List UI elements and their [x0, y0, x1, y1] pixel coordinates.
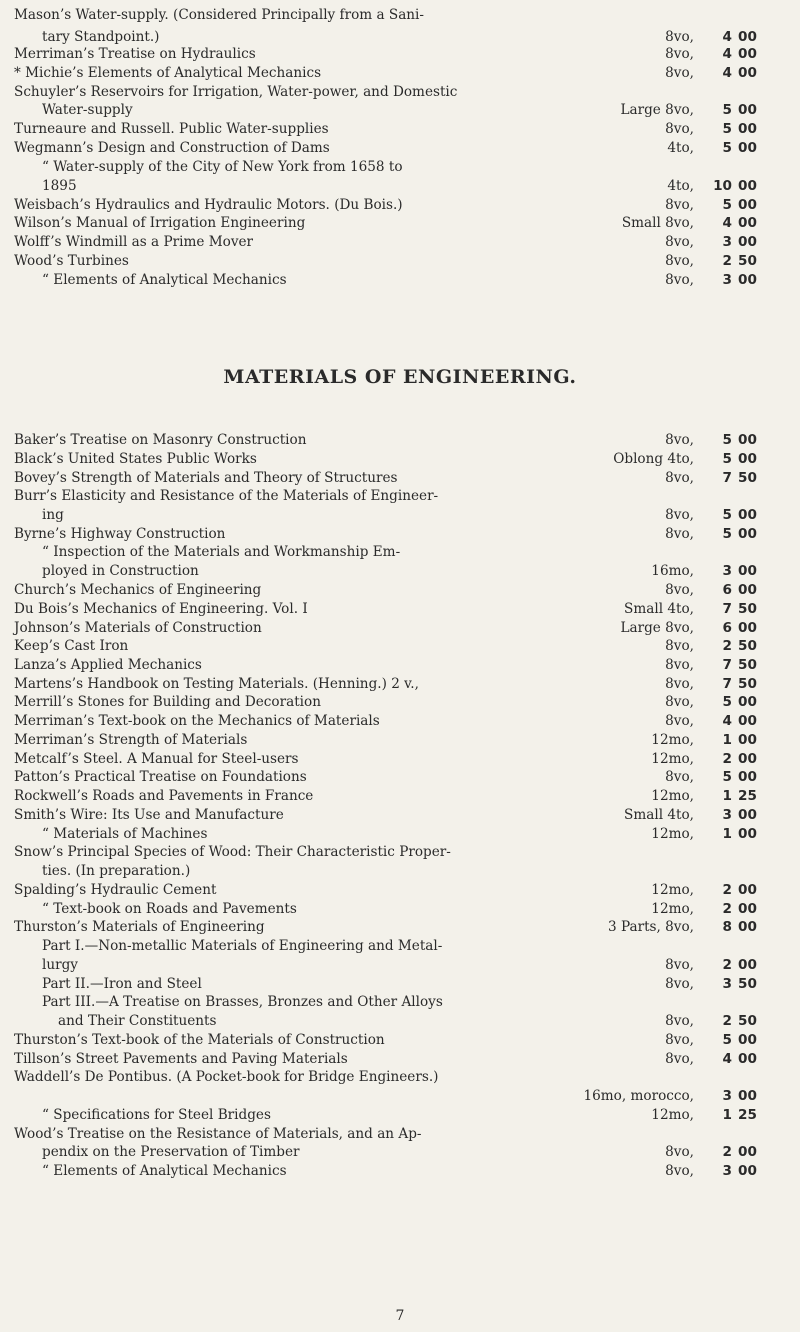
- book-entry: [14, 525, 798, 544]
- entry-title: ing: [42, 507, 64, 523]
- price-dollars: 3: [722, 272, 732, 288]
- entry-title: Weisbach’s Hydraulics and Hydraulic Motors. (Du Bois.): [14, 197, 403, 213]
- entry-title: Wood’s Turbines: [14, 253, 129, 269]
- book-entry: [14, 101, 798, 120]
- book-entry: [14, 83, 798, 102]
- entry-format: 8vo,: [665, 713, 694, 729]
- entry-price: [708, 120, 798, 139]
- price-dollars: 4: [722, 215, 732, 231]
- book-entry: [14, 450, 798, 469]
- entry-format: 3 Parts, 8vo,: [607, 919, 694, 935]
- entry-title: “ Inspection of the Materials and Workmanship Em-: [42, 544, 401, 560]
- price-cents: 00: [738, 919, 757, 935]
- price-cents: 50: [738, 657, 757, 673]
- book-entry: [14, 120, 798, 139]
- entry-price: [708, 1031, 798, 1050]
- price-cents: 00: [738, 121, 757, 137]
- price-cents: 00: [738, 1051, 757, 1067]
- book-entry: [14, 1031, 798, 1050]
- price-cents: 00: [738, 882, 757, 898]
- entry-format: Small 4to,: [624, 807, 694, 823]
- entry-format: 8vo,: [665, 957, 694, 973]
- entry-price: [708, 252, 798, 271]
- entry-title: Thurston’s Materials of Engineering: [14, 919, 265, 935]
- price-dollars: 2: [722, 253, 732, 269]
- price-dollars: 7: [722, 657, 732, 673]
- price-cents: 00: [738, 65, 757, 81]
- book-entry: [14, 862, 798, 881]
- entry-price: [708, 214, 798, 233]
- entry-price: [708, 1143, 798, 1162]
- entry-title: Snow’s Principal Species of Wood: Their Characteristic Proper-: [14, 844, 451, 860]
- entry-price: [708, 45, 798, 64]
- book-entry: [14, 177, 798, 196]
- price-dollars: 1: [722, 788, 732, 804]
- entry-title: “ Materials of Machines: [42, 826, 208, 842]
- price-dollars: 5: [722, 1032, 732, 1048]
- entry-format: 16mo, morocco,: [583, 1088, 694, 1104]
- book-entry: [14, 693, 798, 712]
- price-cents: 00: [738, 1163, 757, 1179]
- entry-format: 8vo,: [665, 694, 694, 710]
- entry-price: [708, 233, 798, 252]
- entry-price: [708, 431, 798, 450]
- price-dollars: 2: [722, 638, 732, 654]
- book-entry: [14, 1087, 798, 1106]
- book-entry: [14, 469, 798, 488]
- entry-format: 12mo,: [651, 732, 694, 748]
- entry-title: Merrill’s Stones for Building and Decoration: [14, 694, 321, 710]
- entry-format: 8vo,: [665, 1051, 694, 1067]
- price-cents: 00: [738, 769, 757, 785]
- price-dollars: 3: [722, 1163, 732, 1179]
- book-entry: [14, 487, 798, 506]
- book-entry: [14, 1143, 798, 1162]
- price-dollars: 8: [722, 919, 732, 935]
- book-entry: [14, 675, 798, 694]
- entry-price: [708, 693, 798, 712]
- book-entry: [14, 581, 798, 600]
- price-dollars: 5: [722, 694, 732, 710]
- price-cents: 50: [738, 676, 757, 692]
- book-entry: [14, 750, 798, 769]
- price-dollars: 3: [722, 1088, 732, 1104]
- price-cents: 25: [738, 788, 757, 804]
- entry-price: [708, 881, 798, 900]
- price-dollars: 4: [722, 46, 732, 62]
- price-cents: 00: [738, 582, 757, 598]
- entry-price: [708, 581, 798, 600]
- book-entry: [14, 233, 798, 252]
- entry-format: 8vo,: [665, 582, 694, 598]
- entry-format: 8vo,: [665, 121, 694, 137]
- entry-price: [708, 975, 798, 994]
- book-entry: [14, 252, 798, 271]
- price-dollars: 4: [722, 65, 732, 81]
- entry-format: 8vo,: [665, 234, 694, 250]
- entry-title: tary Standpoint.): [42, 29, 160, 45]
- entry-price: [708, 525, 798, 544]
- entry-title: Johnson’s Materials of Construction: [14, 620, 262, 636]
- entry-title: 1895: [42, 178, 77, 194]
- price-cents: 00: [738, 1144, 757, 1160]
- entry-price: [708, 675, 798, 694]
- book-entry: [14, 637, 798, 656]
- book-entry: [14, 825, 798, 844]
- entry-price: [708, 918, 798, 937]
- price-cents: 00: [738, 178, 757, 194]
- entry-price: [708, 177, 798, 196]
- price-dollars: 4: [722, 29, 732, 45]
- price-dollars: 2: [722, 751, 732, 767]
- entry-title: “ Specifications for Steel Bridges: [42, 1107, 271, 1123]
- entry-price: [708, 1050, 798, 1069]
- price-dollars: 5: [722, 121, 732, 137]
- entry-price: [708, 450, 798, 469]
- book-entry: [14, 158, 798, 177]
- price-cents: 00: [738, 713, 757, 729]
- entry-format: 8vo,: [665, 197, 694, 213]
- entry-price: [708, 64, 798, 83]
- price-dollars: 5: [722, 140, 732, 156]
- entry-title: and Their Constituents: [58, 1013, 217, 1029]
- entry-title: Rockwell’s Roads and Pavements in France: [14, 788, 314, 804]
- price-dollars: 5: [722, 197, 732, 213]
- price-cents: 00: [738, 732, 757, 748]
- price-cents: 50: [738, 470, 757, 486]
- entry-price: [708, 101, 798, 120]
- entry-title: Du Bois’s Mechanics of Engineering. Vol. I: [14, 601, 308, 617]
- price-dollars: 5: [722, 769, 732, 785]
- entry-title: Tillson’s Street Pavements and Paving Materials: [14, 1051, 348, 1067]
- entry-title: Schuyler’s Reservoirs for Irrigation, Water-power, and Domestic: [14, 84, 458, 100]
- entry-price: [708, 1106, 798, 1125]
- entry-format: 12mo,: [651, 882, 694, 898]
- price-dollars: 2: [722, 957, 732, 973]
- book-entry: [14, 1068, 798, 1087]
- price-cents: 00: [738, 432, 757, 448]
- entry-format: 8vo,: [665, 29, 694, 45]
- price-cents: 00: [738, 102, 757, 118]
- entry-format: 8vo,: [665, 253, 694, 269]
- book-entry: [14, 806, 798, 825]
- entry-title: Byrne’s Highway Construction: [14, 526, 226, 542]
- entry-title: Mason’s Water-supply. (Considered Principally from a Sani-: [14, 7, 425, 23]
- entry-format: 16mo,: [651, 563, 694, 579]
- entry-format: 8vo,: [665, 1163, 694, 1179]
- price-dollars: 3: [722, 234, 732, 250]
- entry-title: Bovey’s Strength of Materials and Theory of Structures: [14, 470, 398, 486]
- entry-title: pendix on the Preservation of Timber: [42, 1144, 300, 1160]
- entry-price: [708, 562, 798, 581]
- entry-price: [708, 506, 798, 525]
- entry-title: Waddell’s De Pontibus. (A Pocket-book for Bridge Engineers.): [14, 1069, 439, 1085]
- book-entry: [14, 1012, 798, 1031]
- price-dollars: 3: [722, 976, 732, 992]
- price-cents: 00: [738, 694, 757, 710]
- entry-title: Merriman’s Treatise on Hydraulics: [14, 46, 256, 62]
- entry-title: Martens’s Handbook on Testing Materials. (Henning.) 2 v.,: [14, 676, 419, 692]
- entry-title: Water-supply: [42, 102, 133, 118]
- price-dollars: 4: [722, 713, 732, 729]
- price-dollars: 3: [722, 807, 732, 823]
- book-entry: [14, 1162, 798, 1181]
- entry-title: Spalding’s Hydraulic Cement: [14, 882, 217, 898]
- entry-title: “ Water-supply of the City of New York from 1658 to: [42, 159, 403, 175]
- book-entry: [14, 918, 798, 937]
- entry-price: [708, 825, 798, 844]
- entry-format: 8vo,: [665, 470, 694, 486]
- entry-title: Part II.—Iron and Steel: [42, 976, 202, 992]
- entry-format: 12mo,: [651, 826, 694, 842]
- book-entry: [14, 993, 798, 1012]
- price-cents: 00: [738, 1088, 757, 1104]
- entry-format: 4to,: [667, 140, 694, 156]
- entry-title: Patton’s Practical Treatise on Foundations: [14, 769, 307, 785]
- entry-title: Part III.—A Treatise on Brasses, Bronzes and Other Alloys: [42, 994, 443, 1010]
- entry-title: Keep’s Cast Iron: [14, 638, 129, 654]
- entry-format: 8vo,: [665, 65, 694, 81]
- entry-title: Lanza’s Applied Mechanics: [14, 657, 202, 673]
- entry-title: Black’s United States Public Works: [14, 451, 257, 467]
- price-cents: 00: [738, 140, 757, 156]
- entry-format: 8vo,: [665, 432, 694, 448]
- price-cents: 00: [738, 620, 757, 636]
- entry-price: [708, 787, 798, 806]
- book-entry: [14, 956, 798, 975]
- book-entry: [14, 712, 798, 731]
- book-entry: [14, 787, 798, 806]
- price-cents: 00: [738, 272, 757, 288]
- entry-format: 12mo,: [651, 788, 694, 804]
- book-entry: [14, 656, 798, 675]
- entry-format: Large 8vo,: [620, 620, 694, 636]
- price-cents: 00: [738, 526, 757, 542]
- price-dollars: 5: [722, 432, 732, 448]
- price-dollars: 2: [722, 1144, 732, 1160]
- entry-format: 8vo,: [665, 769, 694, 785]
- price-cents: 00: [738, 46, 757, 62]
- entry-title: Metcalf’s Steel. A Manual for Steel-users: [14, 751, 299, 767]
- entry-title: Turneaure and Russell. Public Water-supplies: [14, 121, 329, 137]
- entry-format: 8vo,: [665, 976, 694, 992]
- price-dollars: 2: [722, 901, 732, 917]
- book-entry: [14, 506, 798, 525]
- entry-format: 8vo,: [665, 657, 694, 673]
- entry-format: 8vo,: [665, 638, 694, 654]
- entry-title: Wilson’s Manual of Irrigation Engineering: [14, 215, 306, 231]
- entry-format: Small 4to,: [624, 601, 694, 617]
- entry-format: 8vo,: [665, 1032, 694, 1048]
- entry-format: 8vo,: [665, 526, 694, 542]
- price-cents: 25: [738, 1107, 757, 1123]
- entry-title: * Michie’s Elements of Analytical Mechanics: [14, 65, 322, 81]
- entry-format: Small 8vo,: [621, 215, 694, 231]
- entry-format: 12mo,: [651, 901, 694, 917]
- price-dollars: 1: [722, 826, 732, 842]
- entry-format: Oblong 4to,: [613, 451, 694, 467]
- entry-format: Large 8vo,: [620, 102, 694, 118]
- entry-title: Wolff’s Windmill as a Prime Mover: [14, 234, 254, 250]
- book-entry: [14, 214, 798, 233]
- entry-format: 8vo,: [665, 272, 694, 288]
- entry-price: [708, 469, 798, 488]
- price-dollars: 1: [722, 1107, 732, 1123]
- book-entry: [14, 196, 798, 215]
- entry-price: [708, 196, 798, 215]
- book-entry: [14, 1125, 798, 1144]
- entry-title: Baker’s Treatise on Masonry Construction: [14, 432, 307, 448]
- entry-price: [708, 1012, 798, 1031]
- book-entry: [14, 600, 798, 619]
- price-cents: 50: [738, 253, 757, 269]
- book-entry: [14, 271, 798, 290]
- price-cents: 00: [738, 215, 757, 231]
- entry-format: 4to,: [667, 178, 694, 194]
- entry-price: [708, 731, 798, 750]
- price-cents: 00: [738, 807, 757, 823]
- entry-title: Thurston’s Text-book of the Materials of Construction: [14, 1032, 385, 1048]
- entry-price: [708, 768, 798, 787]
- entry-title: Wegmann’s Design and Construction of Dams: [14, 140, 330, 156]
- entry-title: ties. (In preparation.): [42, 863, 191, 879]
- entry-price: [708, 712, 798, 731]
- price-cents: 50: [738, 1013, 757, 1029]
- price-cents: 00: [738, 1032, 757, 1048]
- book-entry: [14, 937, 798, 956]
- entry-price: [708, 637, 798, 656]
- entry-format: 8vo,: [665, 676, 694, 692]
- book-entry: [14, 731, 798, 750]
- entry-format: 8vo,: [665, 46, 694, 62]
- entry-price: [708, 271, 798, 290]
- price-dollars: 5: [722, 451, 732, 467]
- price-dollars: 6: [722, 620, 732, 636]
- entry-price: [708, 600, 798, 619]
- book-entry: [14, 139, 798, 158]
- book-entry: [14, 768, 798, 787]
- price-cents: 50: [738, 976, 757, 992]
- entry-format: 8vo,: [665, 1144, 694, 1160]
- entry-format: 8vo,: [665, 507, 694, 523]
- page-number: 7: [395, 1308, 405, 1324]
- price-cents: 00: [738, 29, 757, 45]
- price-cents: 00: [738, 751, 757, 767]
- price-cents: 00: [738, 901, 757, 917]
- entry-title: “ Text-book on Roads and Pavements: [42, 901, 297, 917]
- book-entry: [14, 1106, 798, 1125]
- entry-format: 8vo,: [665, 1013, 694, 1029]
- price-cents: 50: [738, 638, 757, 654]
- entry-price: [708, 619, 798, 638]
- price-dollars: 3: [722, 563, 732, 579]
- entry-price: [708, 900, 798, 919]
- price-dollars: 4: [722, 1051, 732, 1067]
- entry-title: Church’s Mechanics of Engineering: [14, 582, 262, 598]
- book-entry: [14, 431, 798, 450]
- entry-price: [708, 750, 798, 769]
- section-heading: MATERIALS OF ENGINEERING.: [223, 366, 577, 388]
- price-cents: 50: [738, 601, 757, 617]
- entry-title: Smith’s Wire: Its Use and Manufacture: [14, 807, 284, 823]
- book-entry: [14, 6, 798, 25]
- book-entry: [14, 1050, 798, 1069]
- book-entry: [14, 45, 798, 64]
- price-cents: 00: [738, 507, 757, 523]
- price-dollars: 5: [722, 507, 732, 523]
- entry-price: [708, 139, 798, 158]
- price-cents: 00: [738, 563, 757, 579]
- book-entry: [14, 619, 798, 638]
- entry-price: [708, 1087, 798, 1106]
- price-dollars: 6: [722, 582, 732, 598]
- entry-title: Merriman’s Strength of Materials: [14, 732, 248, 748]
- price-dollars: 2: [722, 882, 732, 898]
- price-dollars: 5: [722, 102, 732, 118]
- entry-title: “ Elements of Analytical Mechanics: [42, 1163, 287, 1179]
- book-entry: [14, 543, 798, 562]
- price-dollars: 7: [722, 676, 732, 692]
- entry-title: Wood’s Treatise on the Resistance of Materials, and an Ap-: [14, 1126, 422, 1142]
- price-dollars: 7: [722, 601, 732, 617]
- entry-title: “ Elements of Analytical Mechanics: [42, 272, 287, 288]
- price-cents: 00: [738, 234, 757, 250]
- price-cents: 00: [738, 826, 757, 842]
- book-entry: [14, 900, 798, 919]
- entry-price: [708, 806, 798, 825]
- entry-title: Part I.—Non-metallic Materials of Engineering and Metal-: [42, 938, 443, 954]
- entry-format: 12mo,: [651, 1107, 694, 1123]
- book-entry: [14, 975, 798, 994]
- price-cents: 00: [738, 197, 757, 213]
- book-entry: [14, 843, 798, 862]
- price-dollars: 5: [722, 526, 732, 542]
- price-dollars: 7: [722, 470, 732, 486]
- price-dollars: 1: [722, 732, 732, 748]
- price-cents: 00: [738, 451, 757, 467]
- entry-title: Merriman’s Text-book on the Mechanics of Materials: [14, 713, 380, 729]
- entry-title: Burr’s Elasticity and Resistance of the Materials of Engineer-: [14, 488, 439, 504]
- entry-format: 12mo,: [651, 751, 694, 767]
- price-dollars: 10: [713, 178, 732, 194]
- entry-title: lurgy: [42, 957, 78, 973]
- entry-price: [708, 956, 798, 975]
- entry-price: [708, 656, 798, 675]
- book-entry: [14, 881, 798, 900]
- book-entry: [14, 562, 798, 581]
- entry-price: [708, 1162, 798, 1181]
- price-dollars: 2: [722, 1013, 732, 1029]
- entry-title: ployed in Construction: [42, 563, 199, 579]
- price-cents: 00: [738, 957, 757, 973]
- book-entry: [14, 64, 798, 83]
